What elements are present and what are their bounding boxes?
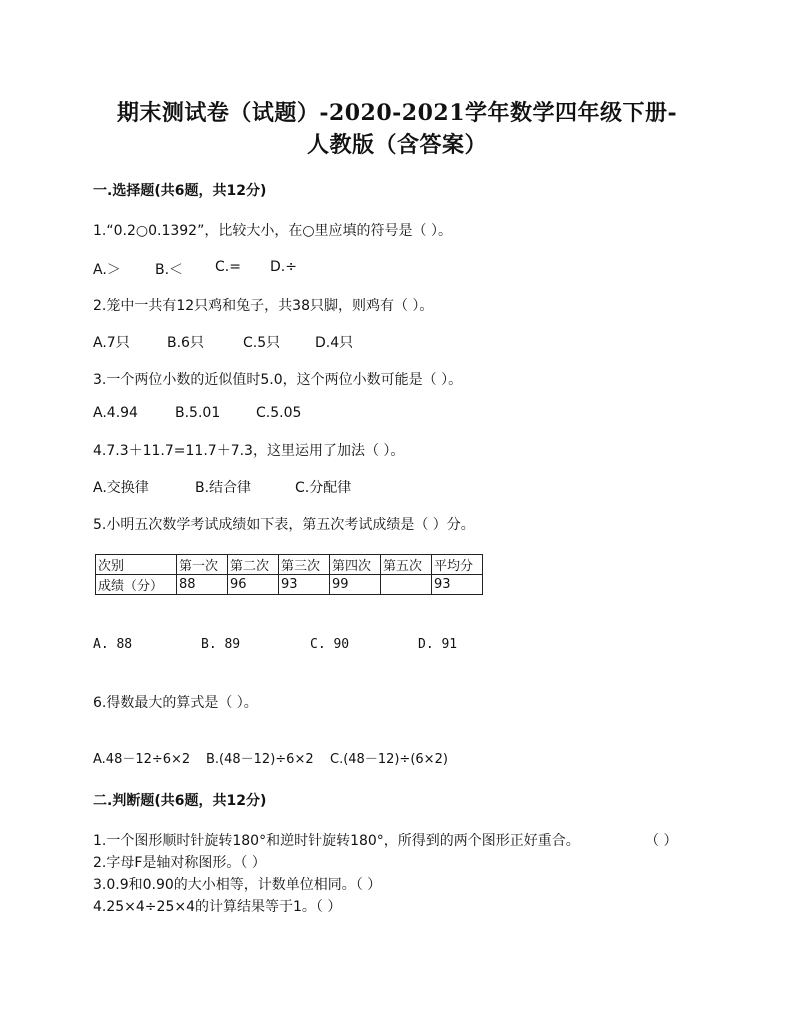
q4-text: 4.7.3＋11.7=11.7＋7.3，这里运用了加法（ ）。 bbox=[93, 443, 405, 459]
q5-option-a: A. 88 bbox=[93, 637, 133, 652]
q5-option-b: B. 89 bbox=[201, 637, 241, 652]
q2-option-a: A.7只 bbox=[93, 335, 130, 351]
q6-text: 6.得数最大的算式是（ ）。 bbox=[93, 695, 258, 711]
table-cell bbox=[381, 575, 432, 595]
q3-option-a: A.4.94 bbox=[93, 405, 138, 421]
q6-option-a: A.48－12÷6×2 bbox=[93, 752, 191, 767]
q1-text: 1.“0.2○0.1392”，比较大小，在○里应填的符号是（ ）。 bbox=[93, 223, 452, 239]
q2-option-b: B.6只 bbox=[167, 335, 204, 351]
table-row bbox=[96, 555, 483, 575]
section2-heading: 二.判断题(共6题，共12分) bbox=[93, 793, 267, 809]
table-cell: 次别 bbox=[96, 555, 177, 575]
judge-item-3: 3.0.9和0.90的大小相等，计数单位相同。（ ） bbox=[93, 877, 382, 893]
table-cell: 96 bbox=[228, 575, 279, 595]
q3-option-c: C.5.05 bbox=[256, 405, 302, 421]
q4-option-c: C.分配律 bbox=[295, 480, 352, 496]
q4-option-b: B.结合律 bbox=[195, 480, 252, 496]
q5-text: 5.小明五次数学考试成绩如下表，第五次考试成绩是（ ）分。 bbox=[93, 517, 475, 533]
q5-option-d: D. 91 bbox=[418, 637, 458, 652]
table-row bbox=[96, 575, 483, 595]
table-cell: 93 bbox=[432, 575, 483, 595]
judge-item-4: 4.25×4÷25×4的计算结果等于1。（ ） bbox=[93, 899, 342, 915]
q2-option-c: C.5只 bbox=[243, 335, 281, 351]
judge-item-2: 2.字母F是轴对称图形。（ ） bbox=[93, 855, 266, 871]
page-title-line2: 人教版（含答案） bbox=[306, 132, 487, 158]
section1-heading: 一.选择题(共6题，共12分) bbox=[93, 183, 267, 199]
table-cell: 第五次 bbox=[381, 555, 432, 575]
judge-item-1-paren: （ ） bbox=[645, 833, 678, 849]
q4-option-a: A.交换律 bbox=[93, 480, 149, 496]
judge-item-1: 1.一个图形顺时针旋转180°和逆时针旋转180°，所得到的两个图形正好重合。 bbox=[93, 833, 580, 849]
table-cell: 第三次 bbox=[279, 555, 330, 575]
q6-option-c: C.(48－12)÷(6×2) bbox=[330, 752, 448, 767]
q5-option-c: C. 90 bbox=[310, 637, 350, 652]
table-cell: 93 bbox=[279, 575, 330, 595]
q1-option-d: D.÷ bbox=[270, 259, 297, 275]
q2-text: 2.笼中一共有12只鸡和兔子，共38只脚，则鸡有（ ）。 bbox=[93, 298, 434, 314]
table-cell: 第二次 bbox=[228, 555, 279, 575]
table-cell: 第四次 bbox=[330, 555, 381, 575]
page-title-line1: 期末测试卷（试题）-2020-2021学年数学四年级下册- bbox=[116, 100, 678, 126]
q1-option-c: C.= bbox=[215, 259, 241, 275]
q1-option-b: B.＜ bbox=[155, 262, 184, 278]
q3-option-b: B.5.01 bbox=[175, 405, 221, 421]
q1-option-a: A.＞ bbox=[93, 262, 121, 278]
q6-option-b: B.(48－12)÷6×2 bbox=[206, 752, 314, 767]
table-cell: 第一次 bbox=[177, 555, 228, 575]
q3-text: 3.一个两位小数的近似值时5.0，这个两位小数可能是（ ）。 bbox=[93, 372, 463, 388]
table-cell: 99 bbox=[330, 575, 381, 595]
table-cell: 88 bbox=[177, 575, 228, 595]
table-cell: 平均分 bbox=[432, 555, 483, 575]
table-cell: 成绩（分） bbox=[96, 575, 177, 595]
score-table bbox=[95, 554, 483, 595]
q2-option-d: D.4只 bbox=[315, 335, 354, 351]
